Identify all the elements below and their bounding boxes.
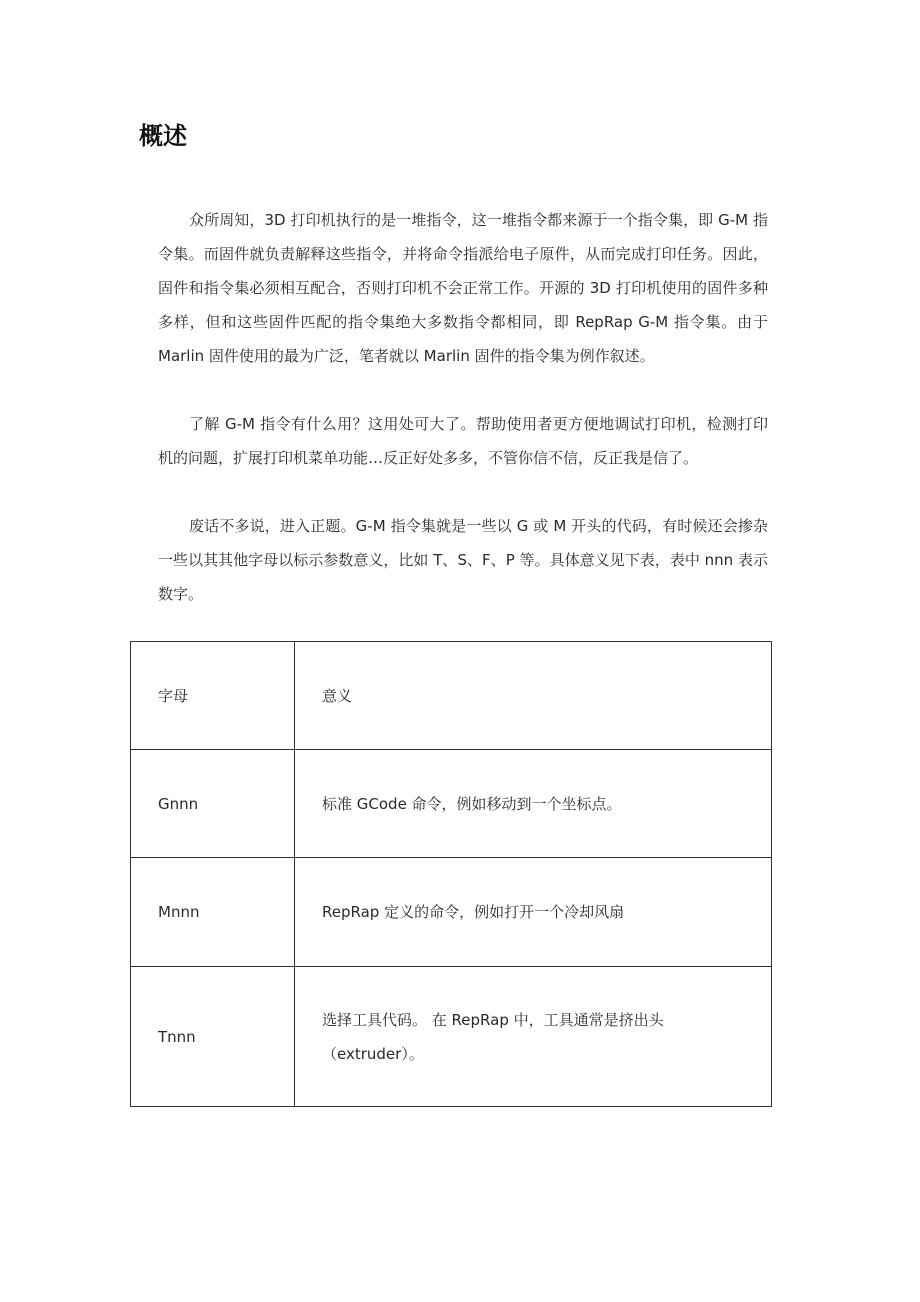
table-row [131, 858, 772, 967]
page-title: 概述 [139, 122, 187, 150]
table-header-letter: 字母 [131, 642, 295, 750]
table-cell-meaning: 标准 GCode 命令，例如移动到一个坐标点。 [295, 750, 772, 858]
table-header-row [131, 642, 772, 750]
paragraph-topic: 废话不多说，进入正题。G-M 指令集就是一些以 G 或 M 开头的代码，有时候还会掺杂一些以其其他字母以标示参数意义，比如 T、S、F、P 等。具体意义见下表，表中 nnn 表示数字。 [158, 517, 768, 603]
paragraph-purpose: 了解 G-M 指令有什么用？这用处可大了。帮助使用者更方便地调试打印机，检测打印机的问题，扩展打印机菜单功能…反正好处多多，不管你信不信，反正我是信了。 [158, 415, 768, 467]
gm-command-table [130, 641, 772, 1107]
paragraph-intro: 众所周知，3D 打印机执行的是一堆指令，这一堆指令都来源于一个指令集，即 G-M 指令集。而固件就负责解释这些指令，并将命令指派给电子原件，从而完成打印任务。因此，固件和指令集必须相互配合，否则打印机不会正常工作。开源的 3D 打印机使用的固件多种多样，但和这些固件匹配的指令集绝大多数指令都相同，即 RepRap G-M 指令集。由于 Marlin 固件使用的最为广泛，笔者就以 Marlin 固件的指令集为例作叙述。 [158, 211, 768, 365]
table-cell-letter: Tnnn [131, 967, 295, 1107]
table-cell-letter: Mnnn [131, 858, 295, 967]
table-header-meaning: 意义 [295, 642, 772, 750]
table-row [131, 750, 772, 858]
table-cell-letter: Gnnn [131, 750, 295, 858]
table-row [131, 967, 772, 1107]
table-cell-meaning: RepRap 定义的命令，例如打开一个冷却风扇 [295, 858, 772, 967]
table-cell-meaning: 选择工具代码。 在 RepRap 中，工具通常是挤出头（extruder）。 [295, 967, 772, 1107]
